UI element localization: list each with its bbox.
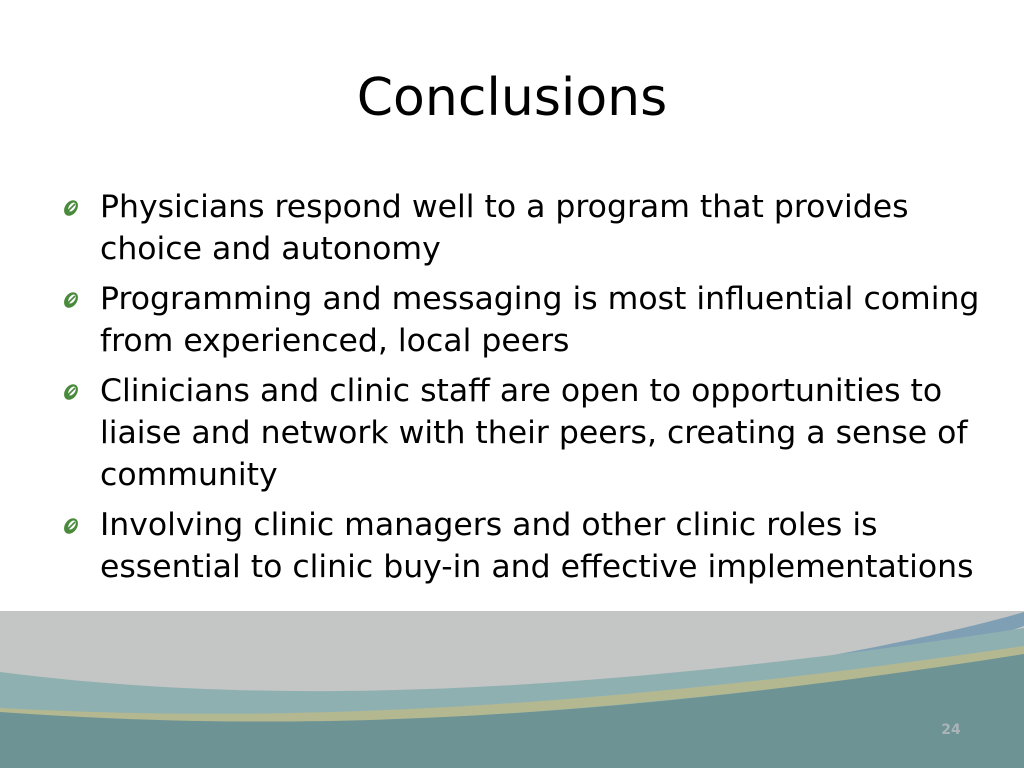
leaf-bullet-icon xyxy=(60,381,82,403)
leaf-bullet-icon xyxy=(60,289,82,311)
bullet-item xyxy=(0,370,1024,496)
bullet-item xyxy=(0,186,1024,270)
bullet-text: Involving clinic managers and other clinic roles is essential to clinic buy-in and effective implementations xyxy=(100,507,974,585)
bullet-text: Physicians respond well to a program that provides choice and autonomy xyxy=(100,189,909,267)
leaf-bullet-icon xyxy=(60,197,82,219)
slide-number: 24 xyxy=(941,722,961,738)
slide-title: Conclusions xyxy=(356,68,668,128)
bullet-text: Clinicians and clinic staff are open to opportunities to liaise and network with their peers, creating a sense of community xyxy=(100,373,968,493)
bullet-list xyxy=(0,186,1024,596)
bullet-item xyxy=(0,278,1024,362)
bullet-text: Programming and messaging is most influential coming from experienced, local peers xyxy=(100,281,980,359)
leaf-bullet-icon xyxy=(60,515,82,537)
bullet-item xyxy=(0,504,1024,588)
